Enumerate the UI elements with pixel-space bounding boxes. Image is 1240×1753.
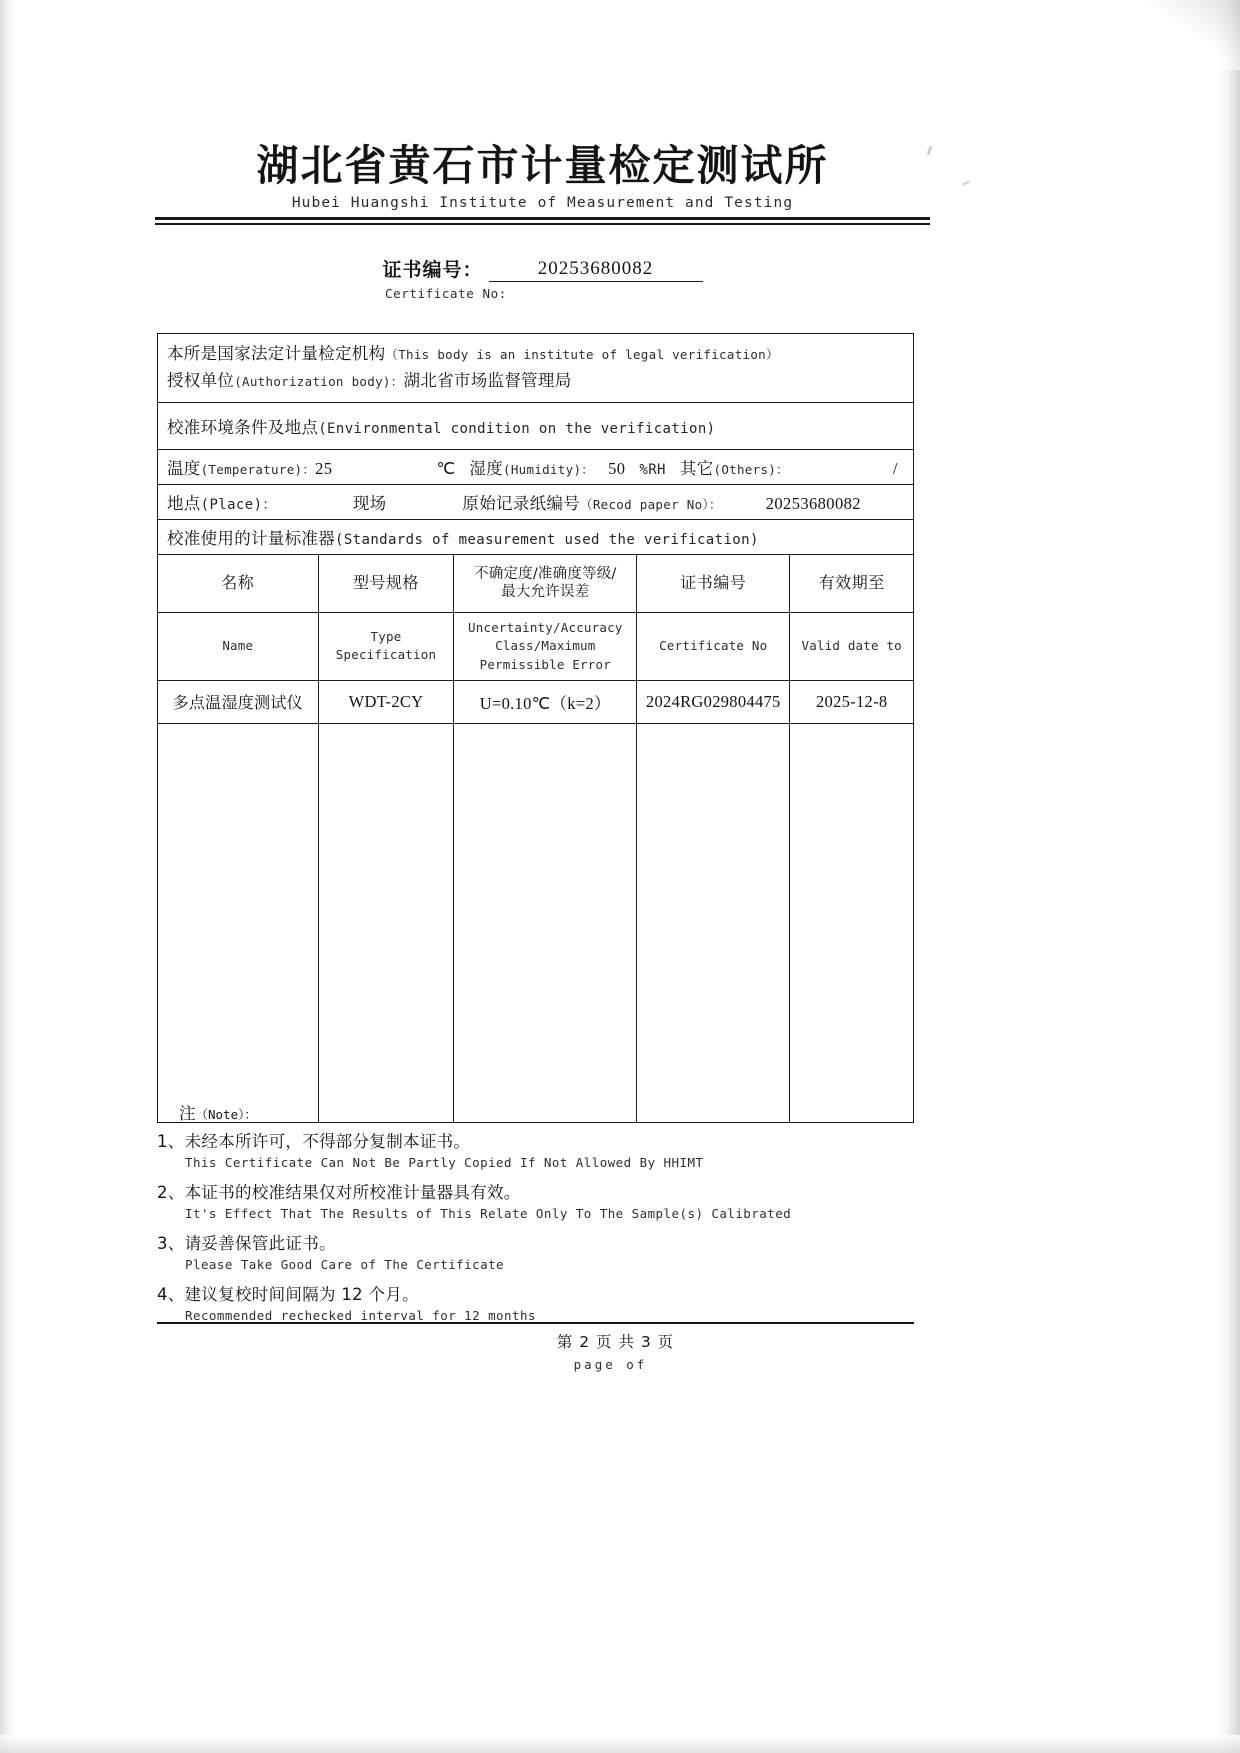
standards-heading-en: (Standards of measurement used the verification) xyxy=(335,531,759,548)
header-uncertainty-en-line1: Uncertainty/Accuracy xyxy=(468,620,623,636)
header-validdate-cn: 有效期至 xyxy=(818,573,885,593)
humidity-value: 50 xyxy=(608,458,626,478)
header-name-cn: 名称 xyxy=(221,573,255,593)
place-record-line xyxy=(167,490,903,514)
notes-title-en: （Note）： xyxy=(195,1107,257,1122)
certificate-number-line xyxy=(155,255,930,282)
header-cell-type-cn xyxy=(318,555,454,613)
standard-name-value: 多点温湿度测试仪 xyxy=(172,693,303,713)
scan-edge-left xyxy=(0,0,14,1753)
header-uncertainty-en-line2: Class/Maximum xyxy=(495,638,596,654)
place-value: 现场 xyxy=(352,493,387,513)
authorization-label-en: (Authorization body)： xyxy=(234,373,404,389)
empty-cell-type xyxy=(318,723,454,1122)
standard-validdate-value: 2025-12-8 xyxy=(815,691,888,711)
humidity-label-en: (Humidity)： xyxy=(503,461,595,477)
standards-header-row-en xyxy=(158,613,913,680)
empty-cell-name xyxy=(158,723,318,1122)
humidity-unit: %RH xyxy=(639,461,666,478)
certificate-number-block xyxy=(155,255,930,301)
scan-edge-bottom xyxy=(0,1735,1240,1753)
header-type-cn: 型号规格 xyxy=(352,573,419,593)
authorization-body-line xyxy=(167,368,903,395)
place-record-row xyxy=(158,485,913,520)
header-certno-en: Certificate No xyxy=(659,638,768,654)
standards-section-heading xyxy=(158,520,913,555)
table-row xyxy=(158,680,913,723)
certificate-label-en: Certificate No: xyxy=(385,286,507,301)
note-item-2-cn: 2、本证书的校准结果仅对所校准计量器具有效。 xyxy=(157,1183,521,1202)
environment-section-heading xyxy=(158,403,913,450)
header-uncertainty-en-line3: Permissible Error xyxy=(479,656,611,672)
header-divider xyxy=(155,217,930,225)
authorization-label-cn: 授权单位 xyxy=(167,370,235,390)
environment-values-row xyxy=(158,450,913,485)
empty-cell-certno xyxy=(637,723,790,1122)
header-cell-type-en xyxy=(318,613,454,680)
cell-standard-name xyxy=(158,680,318,723)
table-empty-rows xyxy=(158,723,913,1122)
legal-body-line xyxy=(167,341,903,368)
header-cell-validdate-cn xyxy=(790,555,913,613)
header-cell-name-en xyxy=(158,613,318,680)
standard-type-value: WDT-2CY xyxy=(348,691,424,711)
cell-standard-type xyxy=(318,680,454,723)
standards-heading-cn: 校准使用的计量标准器 xyxy=(167,528,335,548)
header-cell-uncertainty-cn xyxy=(454,555,637,613)
organization-name-cn: 湖北省黄石市计量检定测试所 xyxy=(256,141,829,190)
humidity-label-cn: 湿度 xyxy=(469,458,504,478)
environment-values-line xyxy=(167,455,903,479)
note-item-4-cn: 4、建议复校时间间隔为 12 个月。 xyxy=(157,1285,419,1304)
notes-section xyxy=(157,1100,932,1332)
header-uncertainty-en xyxy=(454,613,636,679)
empty-cell-validdate xyxy=(790,723,913,1122)
page-number-cn: 第 2 页 共 3 页 xyxy=(556,1333,675,1351)
legal-body-section xyxy=(158,334,913,403)
temperature-value: 25 xyxy=(315,458,333,478)
environment-heading-cn: 校准环境条件及地点 xyxy=(167,417,319,437)
header-name-en: Name xyxy=(222,638,254,654)
note-item-1-cn: 1、未经本所许可，不得部分复制本证书。 xyxy=(157,1132,471,1151)
cell-standard-certno xyxy=(637,680,790,723)
page-footer xyxy=(157,1330,914,1372)
note-item-3-en: Please Take Good Care of The Certificate xyxy=(185,1257,505,1272)
certificate-frame xyxy=(157,333,914,1123)
temperature-label-cn: 温度 xyxy=(167,458,201,478)
others-label-cn: 其它 xyxy=(679,458,714,478)
cell-standard-uncertainty xyxy=(454,680,637,723)
header-cell-certno-en xyxy=(637,613,790,680)
organization-name-en: Hubei Huangshi Institute of Measurement and Testing xyxy=(291,195,794,212)
standard-uncertainty-value: U=0.10℃（k=2） xyxy=(479,693,611,713)
header-type-en: Type Specification xyxy=(335,629,437,663)
record-paper-label-cn: 原始记录纸编号 xyxy=(462,493,581,513)
header-certno-cn: 证书编号 xyxy=(680,573,747,593)
note-item-3-cn: 3、请妥善保管此证书。 xyxy=(157,1234,336,1253)
certificate-number-value: 20253680082 xyxy=(489,258,703,282)
scan-speck xyxy=(962,180,970,185)
temperature-unit: ℃ xyxy=(436,458,456,478)
environment-heading-en: (Environmental condition on the verification) xyxy=(318,420,716,437)
record-paper-value: 20253680082 xyxy=(765,493,861,513)
place-label-en: (Place)： xyxy=(200,496,277,513)
record-paper-label-en: （Recod paper No）： xyxy=(580,496,722,512)
header-cell-uncertainty-en xyxy=(454,613,637,680)
legal-body-text-cn: 本所是国家法定计量检定机构 xyxy=(167,344,386,363)
standards-table xyxy=(158,555,913,1122)
temperature-label-en: (Temperature)： xyxy=(200,461,316,477)
header-cell-certno-cn xyxy=(637,555,790,613)
header-uncertainty-cn-line1: 不确定度/准确度等级/ xyxy=(474,565,617,582)
scan-edge-right xyxy=(1218,0,1240,1753)
notes-title-cn: 注 xyxy=(179,1104,196,1123)
page-corner-fold xyxy=(1120,0,1240,70)
standards-header-row-cn xyxy=(158,555,913,613)
note-item-2-en: It's Effect That The Results of This Relate Only To The Sample(s) Calibrated xyxy=(185,1206,792,1221)
others-label-en: (Others)： xyxy=(713,461,789,477)
page-number-en: page of xyxy=(573,1357,648,1372)
header-uncertainty-cn-line2: 最大允许误差 xyxy=(501,584,590,601)
standard-certno-value: 2024RG029804475 xyxy=(645,691,781,711)
certificate-label-cn: 证书编号： xyxy=(382,259,483,281)
notes-title xyxy=(179,1100,932,1124)
others-value: / xyxy=(892,458,898,478)
cell-standard-validdate xyxy=(790,680,913,723)
note-item-1-en: This Certificate Can Not Be Partly Copied If Not Allowed By HHIMT xyxy=(185,1155,704,1170)
document-header xyxy=(155,142,930,225)
place-label-cn: 地点 xyxy=(167,493,201,513)
note-item-4-en: Recommended rechecked interval for 12 months xyxy=(185,1308,536,1323)
header-cell-name-cn xyxy=(158,555,318,613)
empty-cell-uncertainty xyxy=(454,723,637,1122)
legal-body-text-en: （This body is an institute of legal verification） xyxy=(385,347,779,362)
header-validdate-en: Valid date to xyxy=(801,638,902,654)
authorization-value: 湖北省市场监督管理局 xyxy=(403,370,572,390)
header-cell-validdate-en xyxy=(790,613,913,680)
footer-divider xyxy=(157,1322,914,1324)
